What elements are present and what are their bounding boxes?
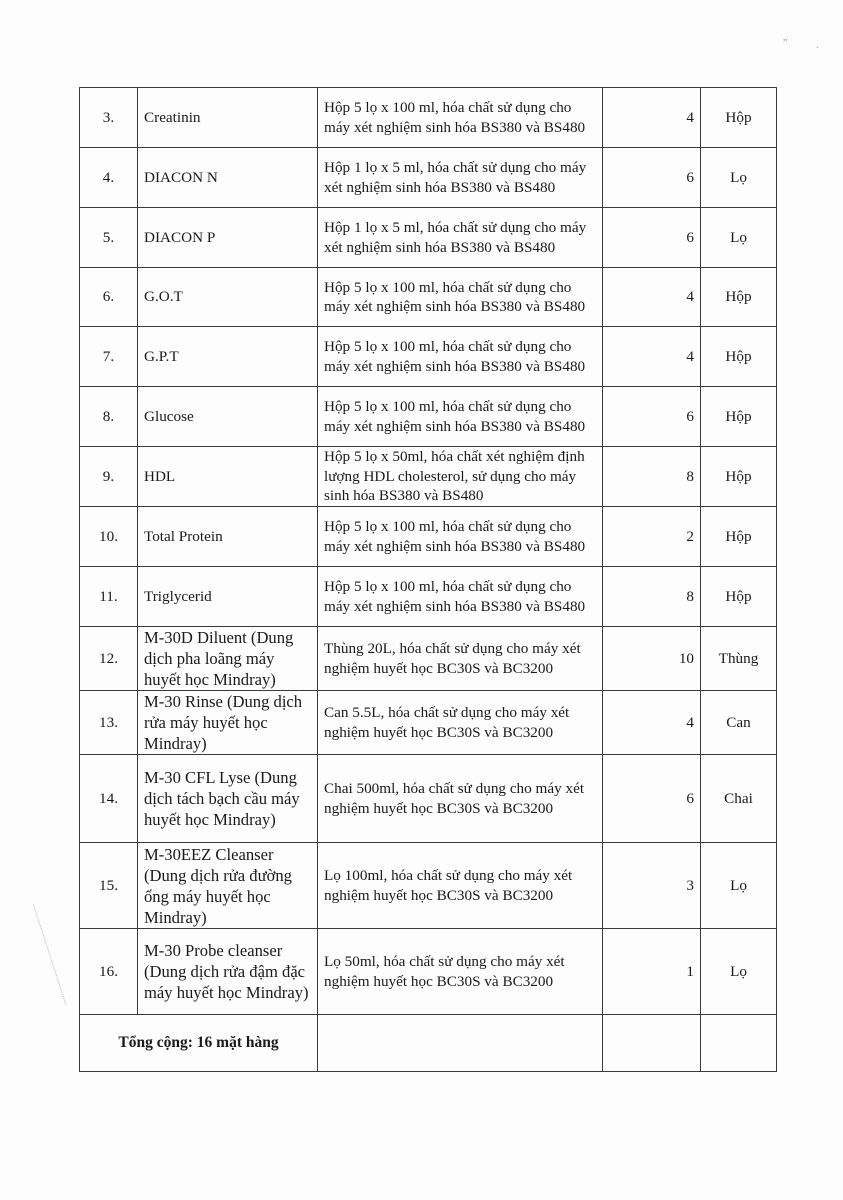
scan-speck: . <box>816 40 819 51</box>
items-table <box>79 87 777 1072</box>
item-name: G.P.T <box>138 327 318 387</box>
table-row <box>80 567 777 627</box>
item-name: G.O.T <box>138 268 318 327</box>
table-row <box>80 387 777 447</box>
item-description: Thùng 20L, hóa chất sử dụng cho máy xét nghiệm huyết học BC30S và BC3200 <box>318 627 603 691</box>
item-quantity: 4 <box>603 691 701 755</box>
item-description: Hộp 1 lọ x 5 ml, hóa chất sử dụng cho máy xét nghiệm sinh hóa BS380 và BS480 <box>318 148 603 208</box>
item-description: Hộp 5 lọ x 100 ml, hóa chất sử dụng cho máy xét nghiệm sinh hóa BS380 và BS480 <box>318 268 603 327</box>
item-unit: Lọ <box>701 208 777 268</box>
table-row <box>80 447 777 507</box>
item-quantity: 6 <box>603 755 701 843</box>
item-name: DIACON P <box>138 208 318 268</box>
table-row <box>80 843 777 929</box>
table-row <box>80 88 777 148</box>
table-row <box>80 208 777 268</box>
item-quantity: 4 <box>603 327 701 387</box>
item-unit: Hộp <box>701 88 777 148</box>
table-row <box>80 268 777 327</box>
item-quantity: 3 <box>603 843 701 929</box>
item-number: 12. <box>80 627 138 691</box>
item-number: 8. <box>80 387 138 447</box>
item-unit: Chai <box>701 755 777 843</box>
item-unit: Thùng <box>701 627 777 691</box>
item-description: Hộp 5 lọ x 50ml, hóa chất xét nghiệm định lượng HDL cholesterol, sử dụng cho máy sinh hóa BS380 và BS480 <box>318 447 603 507</box>
item-description: Hộp 5 lọ x 100 ml, hóa chất sử dụng cho máy xét nghiệm sinh hóa BS380 và BS480 <box>318 387 603 447</box>
scan-speck: „ <box>783 32 788 43</box>
item-number: 3. <box>80 88 138 148</box>
item-number: 16. <box>80 929 138 1015</box>
item-name: DIACON N <box>138 148 318 208</box>
item-description: Lọ 50ml, hóa chất sử dụng cho máy xét nghiệm huyết học BC30S và BC3200 <box>318 929 603 1015</box>
item-unit: Hộp <box>701 268 777 327</box>
item-unit: Can <box>701 691 777 755</box>
table-row <box>80 929 777 1015</box>
item-name: M-30 CFL Lyse (Dung dịch tách bạch cầu máy huyết học Mindray) <box>138 755 318 843</box>
item-name: M-30D Diluent (Dung dịch pha loãng máy huyết học Mindray) <box>138 627 318 691</box>
table-row <box>80 755 777 843</box>
table-row <box>80 691 777 755</box>
item-name: M-30EEZ Cleanser (Dung dịch rửa đường ống máy huyết học Mindray) <box>138 843 318 929</box>
item-quantity: 8 <box>603 567 701 627</box>
item-name: Glucose <box>138 387 318 447</box>
item-name: Total Protein <box>138 507 318 567</box>
item-number: 4. <box>80 148 138 208</box>
item-quantity: 8 <box>603 447 701 507</box>
item-quantity: 4 <box>603 88 701 148</box>
item-description: Can 5.5L, hóa chất sử dụng cho máy xét nghiệm huyết học BC30S và BC3200 <box>318 691 603 755</box>
item-description: Chai 500ml, hóa chất sử dụng cho máy xét nghiệm huyết học BC30S và BC3200 <box>318 755 603 843</box>
item-number: 11. <box>80 567 138 627</box>
item-number: 14. <box>80 755 138 843</box>
item-quantity: 6 <box>603 387 701 447</box>
item-quantity: 6 <box>603 148 701 208</box>
total-description-cell <box>318 1015 603 1072</box>
item-unit: Lọ <box>701 929 777 1015</box>
item-quantity: 10 <box>603 627 701 691</box>
item-name: Triglycerid <box>138 567 318 627</box>
item-number: 10. <box>80 507 138 567</box>
item-number: 15. <box>80 843 138 929</box>
item-description: Hộp 5 lọ x 100 ml, hóa chất sử dụng cho máy xét nghiệm sinh hóa BS380 và BS480 <box>318 567 603 627</box>
item-unit: Lọ <box>701 843 777 929</box>
item-description: Hộp 5 lọ x 100 ml, hóa chất sử dụng cho máy xét nghiệm sinh hóa BS380 và BS480 <box>318 88 603 148</box>
item-name: HDL <box>138 447 318 507</box>
item-unit: Hộp <box>701 327 777 387</box>
item-description: Hộp 5 lọ x 100 ml, hóa chất sử dụng cho máy xét nghiệm sinh hóa BS380 và BS480 <box>318 327 603 387</box>
item-description: Hộp 1 lọ x 5 ml, hóa chất sử dụng cho máy xét nghiệm sinh hóa BS380 và BS480 <box>318 208 603 268</box>
item-number: 5. <box>80 208 138 268</box>
total-unit-cell <box>701 1015 777 1072</box>
item-name: M-30 Probe cleanser (Dung dịch rửa đậm đặc máy huyết học Mindray) <box>138 929 318 1015</box>
table-row <box>80 627 777 691</box>
table-row <box>80 327 777 387</box>
item-unit: Lọ <box>701 148 777 208</box>
table-row <box>80 148 777 208</box>
item-quantity: 1 <box>603 929 701 1015</box>
item-description: Lọ 100ml, hóa chất sử dụng cho máy xét nghiệm huyết học BC30S và BC3200 <box>318 843 603 929</box>
item-unit: Hộp <box>701 387 777 447</box>
item-name: M-30 Rinse (Dung dịch rửa máy huyết học Mindray) <box>138 691 318 755</box>
item-name: Creatinin <box>138 88 318 148</box>
scan-artifact <box>33 904 68 1005</box>
item-unit: Hộp <box>701 447 777 507</box>
item-number: 6. <box>80 268 138 327</box>
item-number: 9. <box>80 447 138 507</box>
item-quantity: 6 <box>603 208 701 268</box>
item-unit: Hộp <box>701 507 777 567</box>
table-row <box>80 507 777 567</box>
item-quantity: 4 <box>603 268 701 327</box>
item-description: Hộp 5 lọ x 100 ml, hóa chất sử dụng cho máy xét nghiệm sinh hóa BS380 và BS480 <box>318 507 603 567</box>
item-number: 7. <box>80 327 138 387</box>
item-quantity: 2 <box>603 507 701 567</box>
total-quantity-cell <box>603 1015 701 1072</box>
total-label: Tổng cộng: 16 mặt hàng <box>80 1015 318 1072</box>
total-row <box>80 1015 777 1072</box>
item-unit: Hộp <box>701 567 777 627</box>
item-number: 13. <box>80 691 138 755</box>
